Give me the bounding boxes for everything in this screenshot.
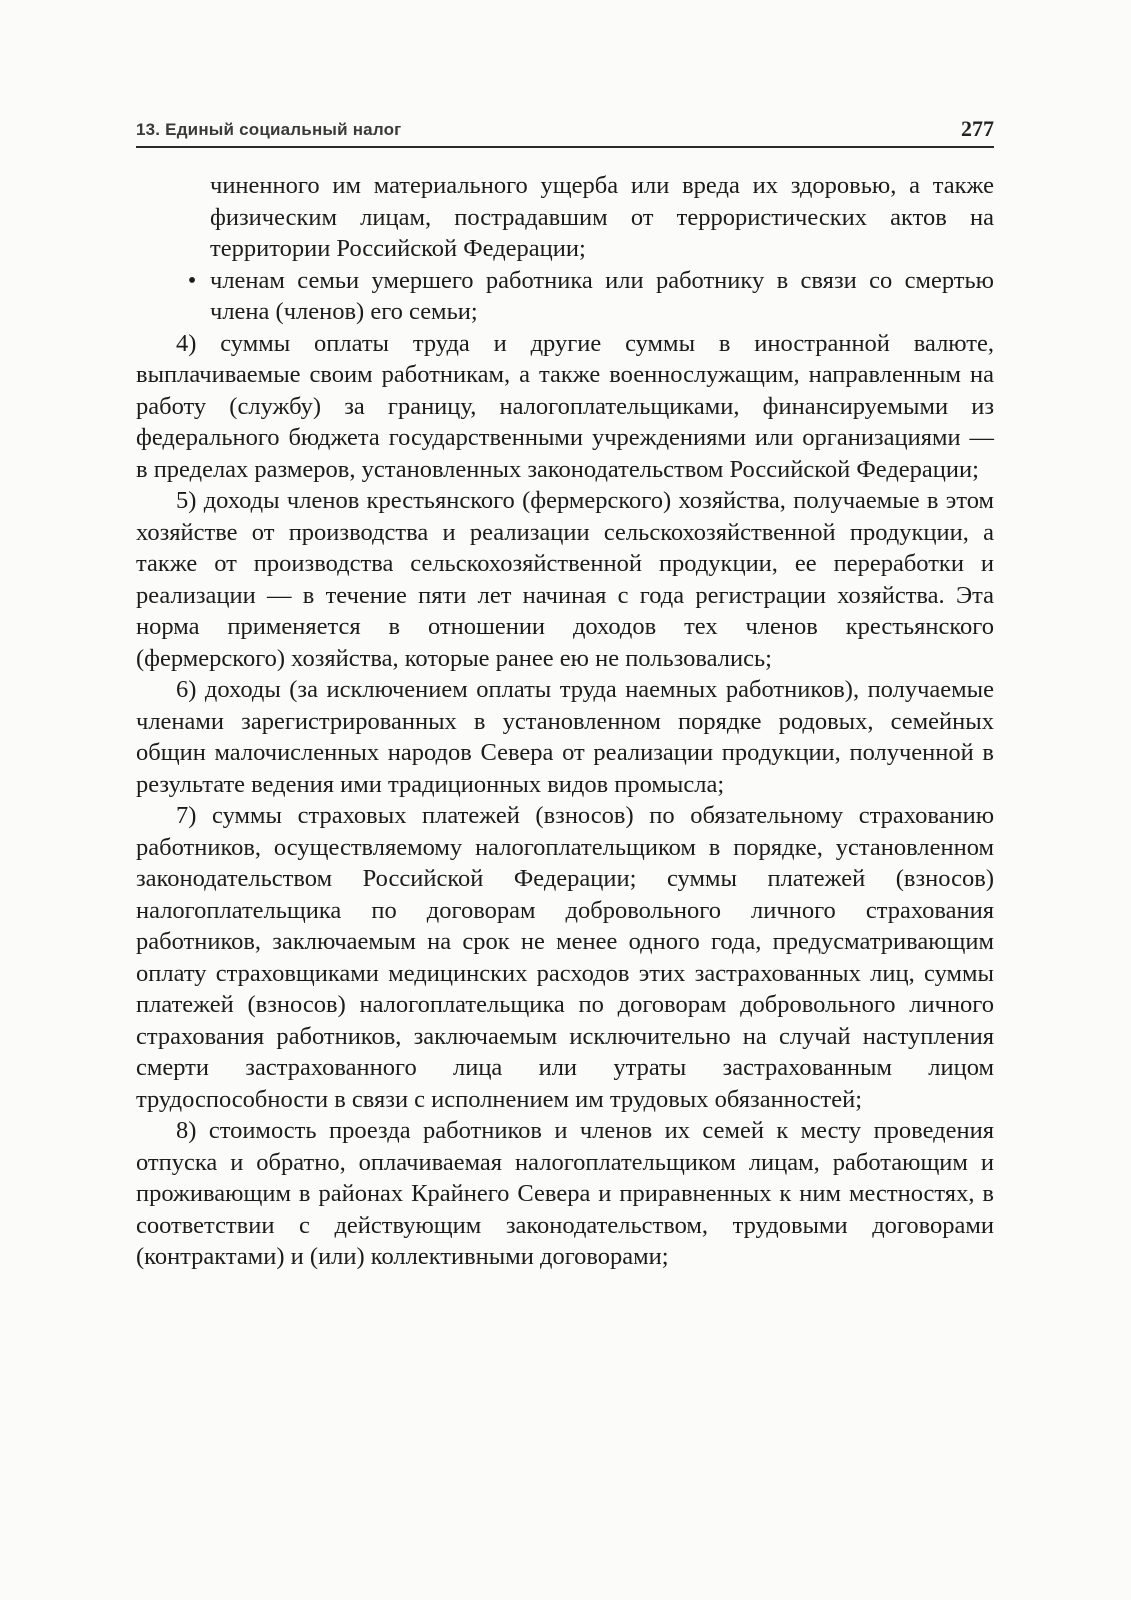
paragraph-6: 6) доходы (за исключением оплаты труда наемных работников), получаемые членами зарегистрированных в установленном порядке родовых, семейных общин малочисленных народов Севера от реализации продукции, полученной в результате ведения ими традиционных видов промысла; <box>136 676 994 798</box>
bullet-list <box>136 170 994 328</box>
paragraph-7: 7) суммы страховых платежей (взносов) по обязательному страхованию работников, осуществляемому налогоплательщиком в порядке, установленном законодательством Российской Федерации; суммы платежей (взносов) налогоплательщика по договорам добровольного личного страхования работников, заключаемым на срок не менее одного года, предусматривающим оплату страховщиками медицинских расходов этих застрахованных лиц, суммы платежей (взносов) налогоплательщика по договорам добровольного личного страхования работников, заключаемым исключительно на случай наступления смерти застрахованного лица или утраты застрахованным лицом трудоспособности в связи с исполнением им трудовых обязанностей; <box>136 802 994 1113</box>
page-body <box>136 170 994 1273</box>
list-item <box>136 265 994 328</box>
chapter-title: 13. Единый социальный налог <box>136 120 402 139</box>
paragraph-4: 4) суммы оплаты труда и другие суммы в иностранной валюте, выплачиваемые своим работникам, а также военнослужащим, направленным на работу (службу) за границу, налогоплательщиками, финансируемыми из федерального бюджета государственными учреждениями или организациями — в пределах размеров, установленных законодательством Российской Федерации; <box>136 329 994 483</box>
paragraph-5: 5) доходы членов крестьянского (фермерского) хозяйства, получаемые в этом хозяйстве от производства и реализации сельскохозяйственной продукции, а также от производства сельскохозяйственной продукции, ее переработки и реализации — в течение пяти лет начиная с года регистрации хозяйства. Эта норма применяется в отношении доходов тех членов крестьянского (фермерского) хозяйства, которые ранее ею не пользовались; <box>136 487 994 672</box>
list-item-continuation <box>136 170 994 265</box>
page-number: 277 <box>961 116 994 141</box>
list-item-text: членам семьи умершего работника или работнику в связи со смертью члена (членов) его семьи; <box>210 266 994 325</box>
running-header <box>136 116 994 148</box>
list-item-text: чиненного им материального ущерба или вреда их здоровью, а также физическим лицам, пострадавшим от террористических актов на территории Российской Федерации; <box>210 172 994 262</box>
bullet-marker: • <box>187 266 197 294</box>
paragraph-8: 8) стоимость проезда работников и членов их семей к месту проведения отпуска и обратно, оплачиваемая налогоплательщиком лицам, работающим и проживающим в районах Крайнего Севера и приравненных к ним местностях, в соответствии с действующим законодательством, трудовыми договорами (контрактами) и (или) коллективными договорами; <box>136 1117 994 1270</box>
